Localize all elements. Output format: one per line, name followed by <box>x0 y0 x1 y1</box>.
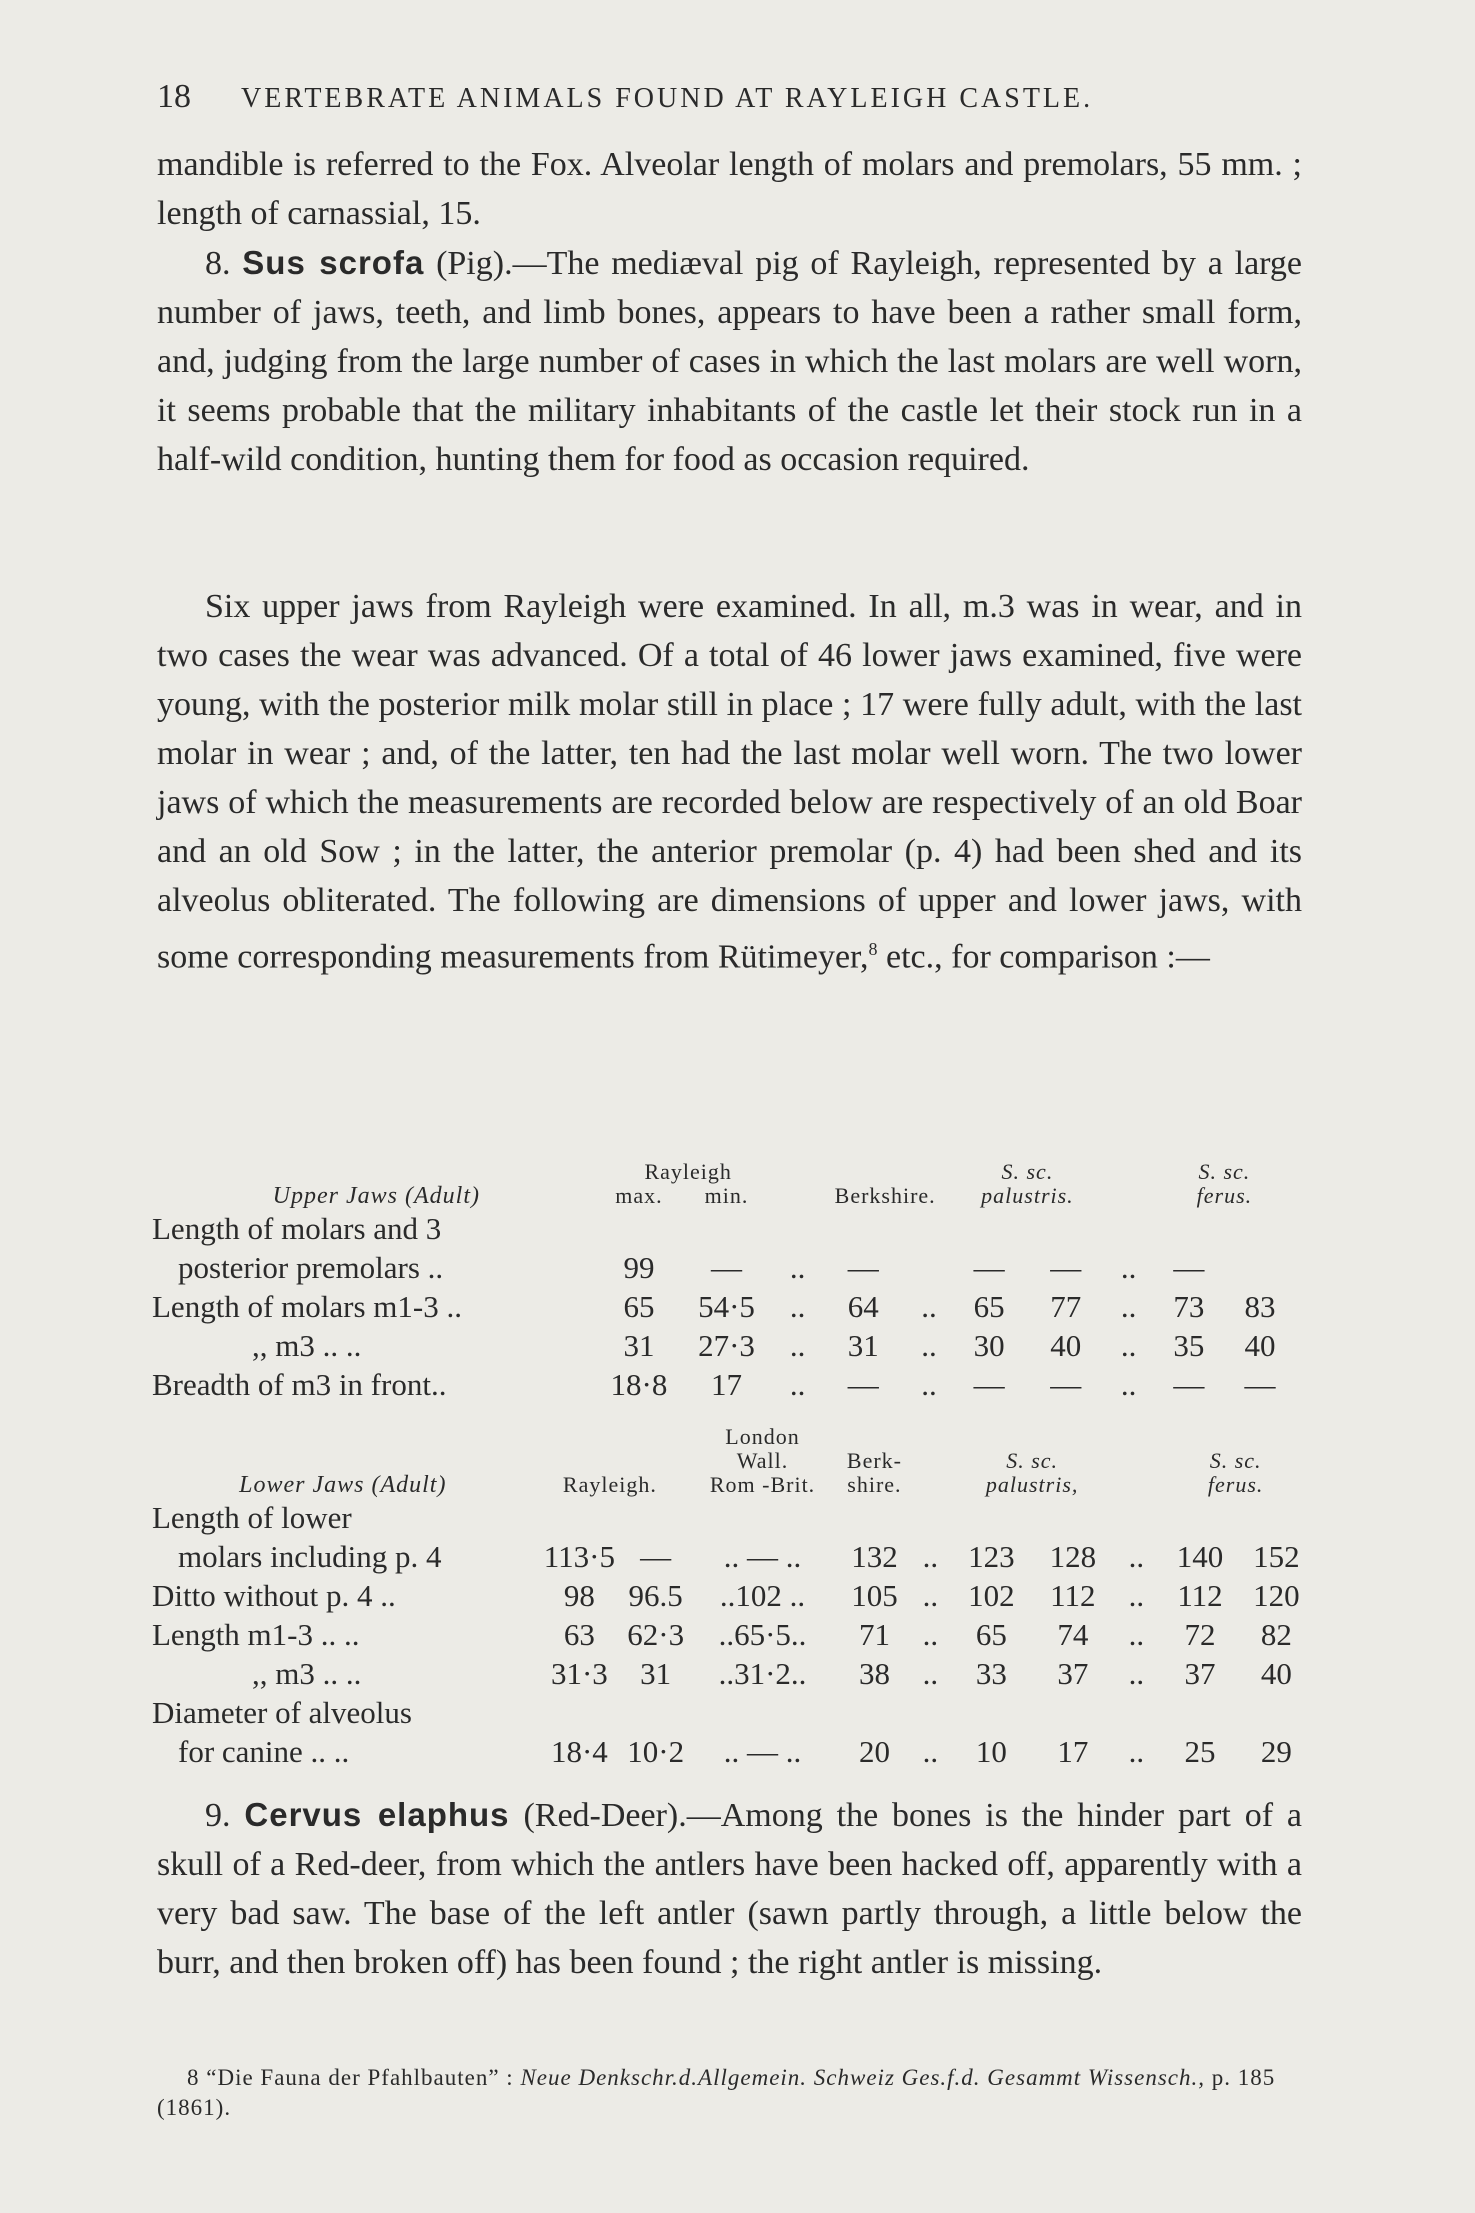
footnote-number: 8 <box>187 2065 200 2090</box>
table-cell: — <box>847 1367 879 1402</box>
paragraph-text: Six upper jaws from Rayleigh were examined. In all, m.3 was in wear, and in two cases the wear was advanced. Of a total of 46 lower jaws examined, five were young, with the posterior milk molar still in place ; 17 were fully adult, with the last molar in wear ; and, of the latter, ten had the last molar well worn. The two lower jaws of which the measurements are recorded below are respectively of an old Boar and an old Sow ; in the latter, the anterior premolar (p. 4) had been shed and its alveolus obliterated. The following are dimensions of upper and lower jaws, with some corresponding measurements from Rütimeyer, <box>157 588 1302 976</box>
table-row <box>152 1731 1312 1770</box>
table-cell <box>1224 1247 1295 1286</box>
table-cell: .. — .. <box>723 1734 802 1769</box>
table-cell: 82 <box>1260 1617 1292 1652</box>
table-cell: .. — .. <box>723 1539 802 1574</box>
table-cell: 73 <box>1173 1289 1205 1324</box>
table-row <box>152 1497 1312 1536</box>
table-cell: .. <box>922 1617 939 1652</box>
row-label: Length m1-3 .. .. <box>152 1617 360 1652</box>
table-cell: — <box>1173 1250 1205 1285</box>
table-cell: .. <box>922 1578 939 1613</box>
row-label: Diameter of alveolus <box>152 1695 412 1730</box>
table-cell <box>534 1497 626 1536</box>
column-header: Berkshire. <box>834 1183 936 1208</box>
table-row <box>152 1653 1312 1692</box>
column-header: Berk- <box>846 1448 902 1473</box>
table-cell: .. <box>789 1289 806 1324</box>
table-cell: .. <box>1120 1328 1137 1363</box>
table-cell: 77 <box>1050 1289 1082 1324</box>
table-cell: — <box>1050 1250 1082 1285</box>
table-cell: .. <box>922 1539 939 1574</box>
footnote <box>157 2063 1307 2123</box>
table-cell <box>1241 1692 1312 1731</box>
footnote-reference: 8 <box>868 939 878 959</box>
table-cell: 65 <box>623 1289 655 1324</box>
table-cell: — <box>847 1250 879 1285</box>
paragraph-text: —The mediæval pig of Rayleigh, represented by a large number of jaws, teeth, and limb bones, appears to have been a rather small form, and, judging from the large number of cases in which the last molars are well worn, it seems probable that the military inhabitants of the castle let their stock run in a half-wild condition, hunting them for food as occasion required. <box>157 245 1302 478</box>
table-cell <box>839 1497 910 1536</box>
table-cell: .. <box>921 1367 937 1402</box>
paragraph-sus-scrofa <box>157 238 1302 484</box>
species-name: Sus scrofa <box>242 244 425 281</box>
column-header: Rayleigh. <box>562 1472 657 1497</box>
row-label: posterior premolars .. <box>178 1250 444 1285</box>
column-header: S. sc. <box>1001 1159 1054 1184</box>
table-cell: 31 <box>640 1656 672 1691</box>
table-cell: 37 <box>1184 1656 1216 1691</box>
table-cell <box>1032 1497 1113 1536</box>
table-cell <box>1241 1497 1312 1536</box>
table-cell: 40 <box>1050 1328 1082 1363</box>
table-caption: Lower Jaws (Adult) <box>239 1472 447 1498</box>
page-number: 18 <box>157 78 191 115</box>
table-cell: 35 <box>1173 1328 1205 1363</box>
table-cell: 40 <box>1260 1656 1292 1691</box>
paragraph-jaws <box>157 582 1302 981</box>
table-cell: 65 <box>975 1617 1007 1652</box>
table-cell: 29 <box>1260 1734 1292 1769</box>
table-cell <box>1296 1247 1313 1286</box>
table-cell: 40 <box>1244 1328 1276 1363</box>
table-cell: — <box>973 1250 1005 1285</box>
table-cell <box>910 1692 951 1731</box>
table-cell: 65 <box>973 1289 1005 1324</box>
table-cell <box>907 1208 951 1247</box>
table-cell <box>534 1692 626 1731</box>
table-cell: 128 <box>1049 1539 1097 1574</box>
row-label: Ditto without p. 4 .. <box>152 1578 396 1613</box>
table-cell: .. <box>921 1328 937 1363</box>
table-cell <box>951 1692 1032 1731</box>
table-row <box>152 1575 1312 1614</box>
table-cell: 54·5 <box>698 1289 755 1324</box>
footnote-journal: Neue Denkschr.d.Allgemein. Schweiz Ges.f.d. Gesammt Wissensch., <box>520 2065 1205 2090</box>
column-header: ferus. <box>1196 1183 1253 1208</box>
table-cell: ..102 .. <box>719 1578 806 1613</box>
table-cell: .. <box>1120 1367 1137 1402</box>
table-cell <box>1153 1208 1224 1247</box>
table-header-row <box>152 1425 1312 1449</box>
table-cell: 25 <box>1184 1734 1216 1769</box>
row-label: Length of molars m1-3 .. <box>152 1289 462 1324</box>
column-header: Wall. <box>736 1448 789 1473</box>
column-header: palustris. <box>981 1183 1074 1208</box>
paragraph-text-end: etc., for comparison :— <box>877 938 1210 976</box>
table-cell: 98 <box>563 1578 595 1613</box>
table-cell: 112 <box>1177 1578 1223 1613</box>
paragraph-text: —Among the bones is the hinder part of a skull of a Red-deer, from which the antlers have been hacked off, apparently with a very bad saw. The base of the left antler (sawn partly through, a little below the burr, and then broken off) has been found ; the right antler is missing. <box>157 1797 1303 1981</box>
table-cell: 152 <box>1253 1539 1300 1574</box>
table-cell: 63 <box>563 1617 595 1652</box>
table-row <box>152 1536 1312 1575</box>
table-cell: 105 <box>851 1578 898 1613</box>
species-name: Cervus elaphus <box>244 1796 510 1833</box>
column-header: palustris, <box>985 1472 1079 1497</box>
row-label: Length of molars and 3 <box>152 1211 442 1246</box>
table-cell: .. <box>1120 1289 1137 1324</box>
table-cell: .. <box>789 1328 806 1363</box>
table-cell: 120 <box>1253 1578 1300 1613</box>
table-cell: .. <box>1128 1578 1145 1613</box>
table-cell: 83 <box>1244 1289 1276 1324</box>
table-cell <box>1114 1497 1160 1536</box>
table-cell <box>907 1247 951 1286</box>
column-header: S. sc. <box>1209 1448 1262 1473</box>
table-cell <box>1296 1208 1313 1247</box>
table-cell: 18·4 <box>550 1734 608 1769</box>
table-cell <box>686 1497 839 1536</box>
table-row <box>152 1614 1312 1653</box>
table-cell: 17 <box>711 1367 742 1402</box>
running-header <box>157 78 1307 116</box>
table-cell: 71 <box>858 1617 890 1652</box>
table-cell <box>625 1497 686 1536</box>
table-cell <box>625 1692 686 1731</box>
table-cell: 113·5 <box>543 1539 615 1574</box>
row-label: Length of lower <box>152 1500 352 1535</box>
section-number: 9. <box>205 1797 231 1834</box>
row-label: ,, m3 .. .. <box>252 1656 362 1691</box>
table-cell: .. <box>1128 1734 1145 1769</box>
table-cell <box>951 1497 1032 1536</box>
table-cell: .. <box>1128 1617 1145 1652</box>
paragraph-cervus-elaphus <box>157 1790 1302 1987</box>
table-cell <box>951 1208 1028 1247</box>
table-cell: 132 <box>851 1539 898 1574</box>
column-header: shire. <box>847 1472 902 1497</box>
table-cell: .. <box>1128 1539 1145 1574</box>
table-cell: .. <box>1128 1656 1145 1691</box>
table-cell: ..65·5.. <box>718 1617 807 1652</box>
table-row <box>152 1286 1312 1325</box>
table-cell: 64 <box>847 1289 879 1324</box>
table-cell: 30 <box>973 1328 1005 1363</box>
column-header: min. <box>704 1183 749 1208</box>
column-header: ferus. <box>1207 1472 1264 1497</box>
table-cell: 38 <box>858 1656 890 1691</box>
table-row <box>152 1208 1312 1247</box>
row-label: for canine .. .. <box>178 1734 350 1769</box>
table-row <box>152 1325 1312 1364</box>
table-cell: 31·3 <box>550 1656 608 1691</box>
paragraph-fox: mandible is referred to the Fox. Alveolar length of molars and premolars, 55 mm. ; length of carnassial, 15. <box>157 146 1302 232</box>
table-cell: 17 <box>1057 1734 1089 1769</box>
footnote-title: “Die Fauna der Pfahlbauten” : <box>206 2065 514 2090</box>
table-cell <box>776 1208 820 1247</box>
table-cell: — <box>711 1250 742 1285</box>
table-cell: 37 <box>1057 1656 1089 1691</box>
table-cell: 96.5 <box>628 1578 683 1613</box>
table-cell: .. <box>789 1367 806 1402</box>
table-cell: 20 <box>858 1734 890 1769</box>
table-cell: 18·8 <box>610 1367 668 1402</box>
table-cell: 99 <box>623 1250 655 1285</box>
column-header: Rayleigh <box>644 1159 732 1184</box>
table-cell: 102 <box>968 1578 1015 1613</box>
table-cell: 27·3 <box>698 1328 755 1363</box>
table-row <box>152 1692 1312 1731</box>
table-cell: .. <box>922 1656 939 1691</box>
section-number: 8. <box>205 245 231 282</box>
table-cell: ..31·2.. <box>718 1656 807 1691</box>
table-cell <box>1296 1286 1313 1325</box>
table-cell: 33 <box>975 1656 1007 1691</box>
table-cell: — <box>973 1367 1005 1402</box>
column-header: S. sc. <box>1198 1159 1251 1184</box>
lower-jaws-table <box>152 1425 1312 1770</box>
table-cell: 31 <box>847 1328 879 1363</box>
common-name: (Red-Deer). <box>523 1797 687 1834</box>
table-header-row <box>152 1160 1312 1184</box>
table-cell: .. <box>1120 1250 1137 1285</box>
table-row <box>152 1247 1312 1286</box>
table-header-row <box>152 1449 1312 1473</box>
row-label: Breadth of m3 in front.. <box>152 1367 447 1402</box>
table-header-row <box>152 1473 1312 1497</box>
column-header: London <box>725 1424 800 1449</box>
table-cell: .. <box>789 1250 806 1285</box>
table-cell: 62·3 <box>627 1617 685 1652</box>
table-cell: 31 <box>623 1328 655 1363</box>
table-cell: — <box>1244 1367 1276 1402</box>
row-label: ,, m3 .. .. <box>252 1328 362 1363</box>
running-title: VERTEBRATE ANIMALS FOUND AT RAYLEIGH CASTLE. <box>241 83 1094 114</box>
table-cell: .. <box>921 1289 937 1324</box>
table-row <box>152 1364 1312 1403</box>
table-cell <box>601 1208 678 1247</box>
table-cell: 112 <box>1050 1578 1096 1613</box>
column-header: max. <box>615 1183 663 1208</box>
table-cell <box>1027 1208 1104 1247</box>
row-label: molars including p. 4 <box>178 1539 442 1574</box>
table-caption: Upper Jaws (Adult) <box>272 1183 480 1209</box>
table-cell: — <box>640 1539 672 1574</box>
table-cell <box>1296 1364 1313 1403</box>
table-cell <box>1104 1208 1153 1247</box>
table-cell: 10 <box>975 1734 1007 1769</box>
table-cell <box>839 1692 910 1731</box>
table-cell: 10·2 <box>627 1734 685 1769</box>
column-header: Rom -Brit. <box>709 1472 816 1497</box>
table-cell: — <box>1173 1367 1205 1402</box>
table-cell <box>910 1497 951 1536</box>
table-cell: 123 <box>968 1539 1015 1574</box>
table-cell: .. <box>922 1734 939 1769</box>
common-name: (Pig). <box>436 245 513 282</box>
table-cell <box>1159 1497 1240 1536</box>
table-cell <box>1032 1692 1113 1731</box>
table-cell: — <box>1050 1367 1082 1402</box>
table-cell <box>1296 1325 1313 1364</box>
footnote-pages: p. 185 (1861). <box>157 2065 1276 2120</box>
table-cell: 72 <box>1184 1617 1216 1652</box>
table-cell: 74 <box>1057 1617 1089 1652</box>
upper-jaws-table <box>152 1160 1312 1403</box>
table-cell <box>1114 1692 1160 1731</box>
table-cell <box>677 1208 775 1247</box>
table-cell <box>686 1692 839 1731</box>
table-cell <box>1224 1208 1295 1247</box>
table-header-row <box>152 1184 1312 1208</box>
table-cell <box>1159 1692 1240 1731</box>
column-header: S. sc. <box>1006 1448 1059 1473</box>
table-cell <box>820 1208 908 1247</box>
table-cell: 140 <box>1176 1539 1224 1574</box>
